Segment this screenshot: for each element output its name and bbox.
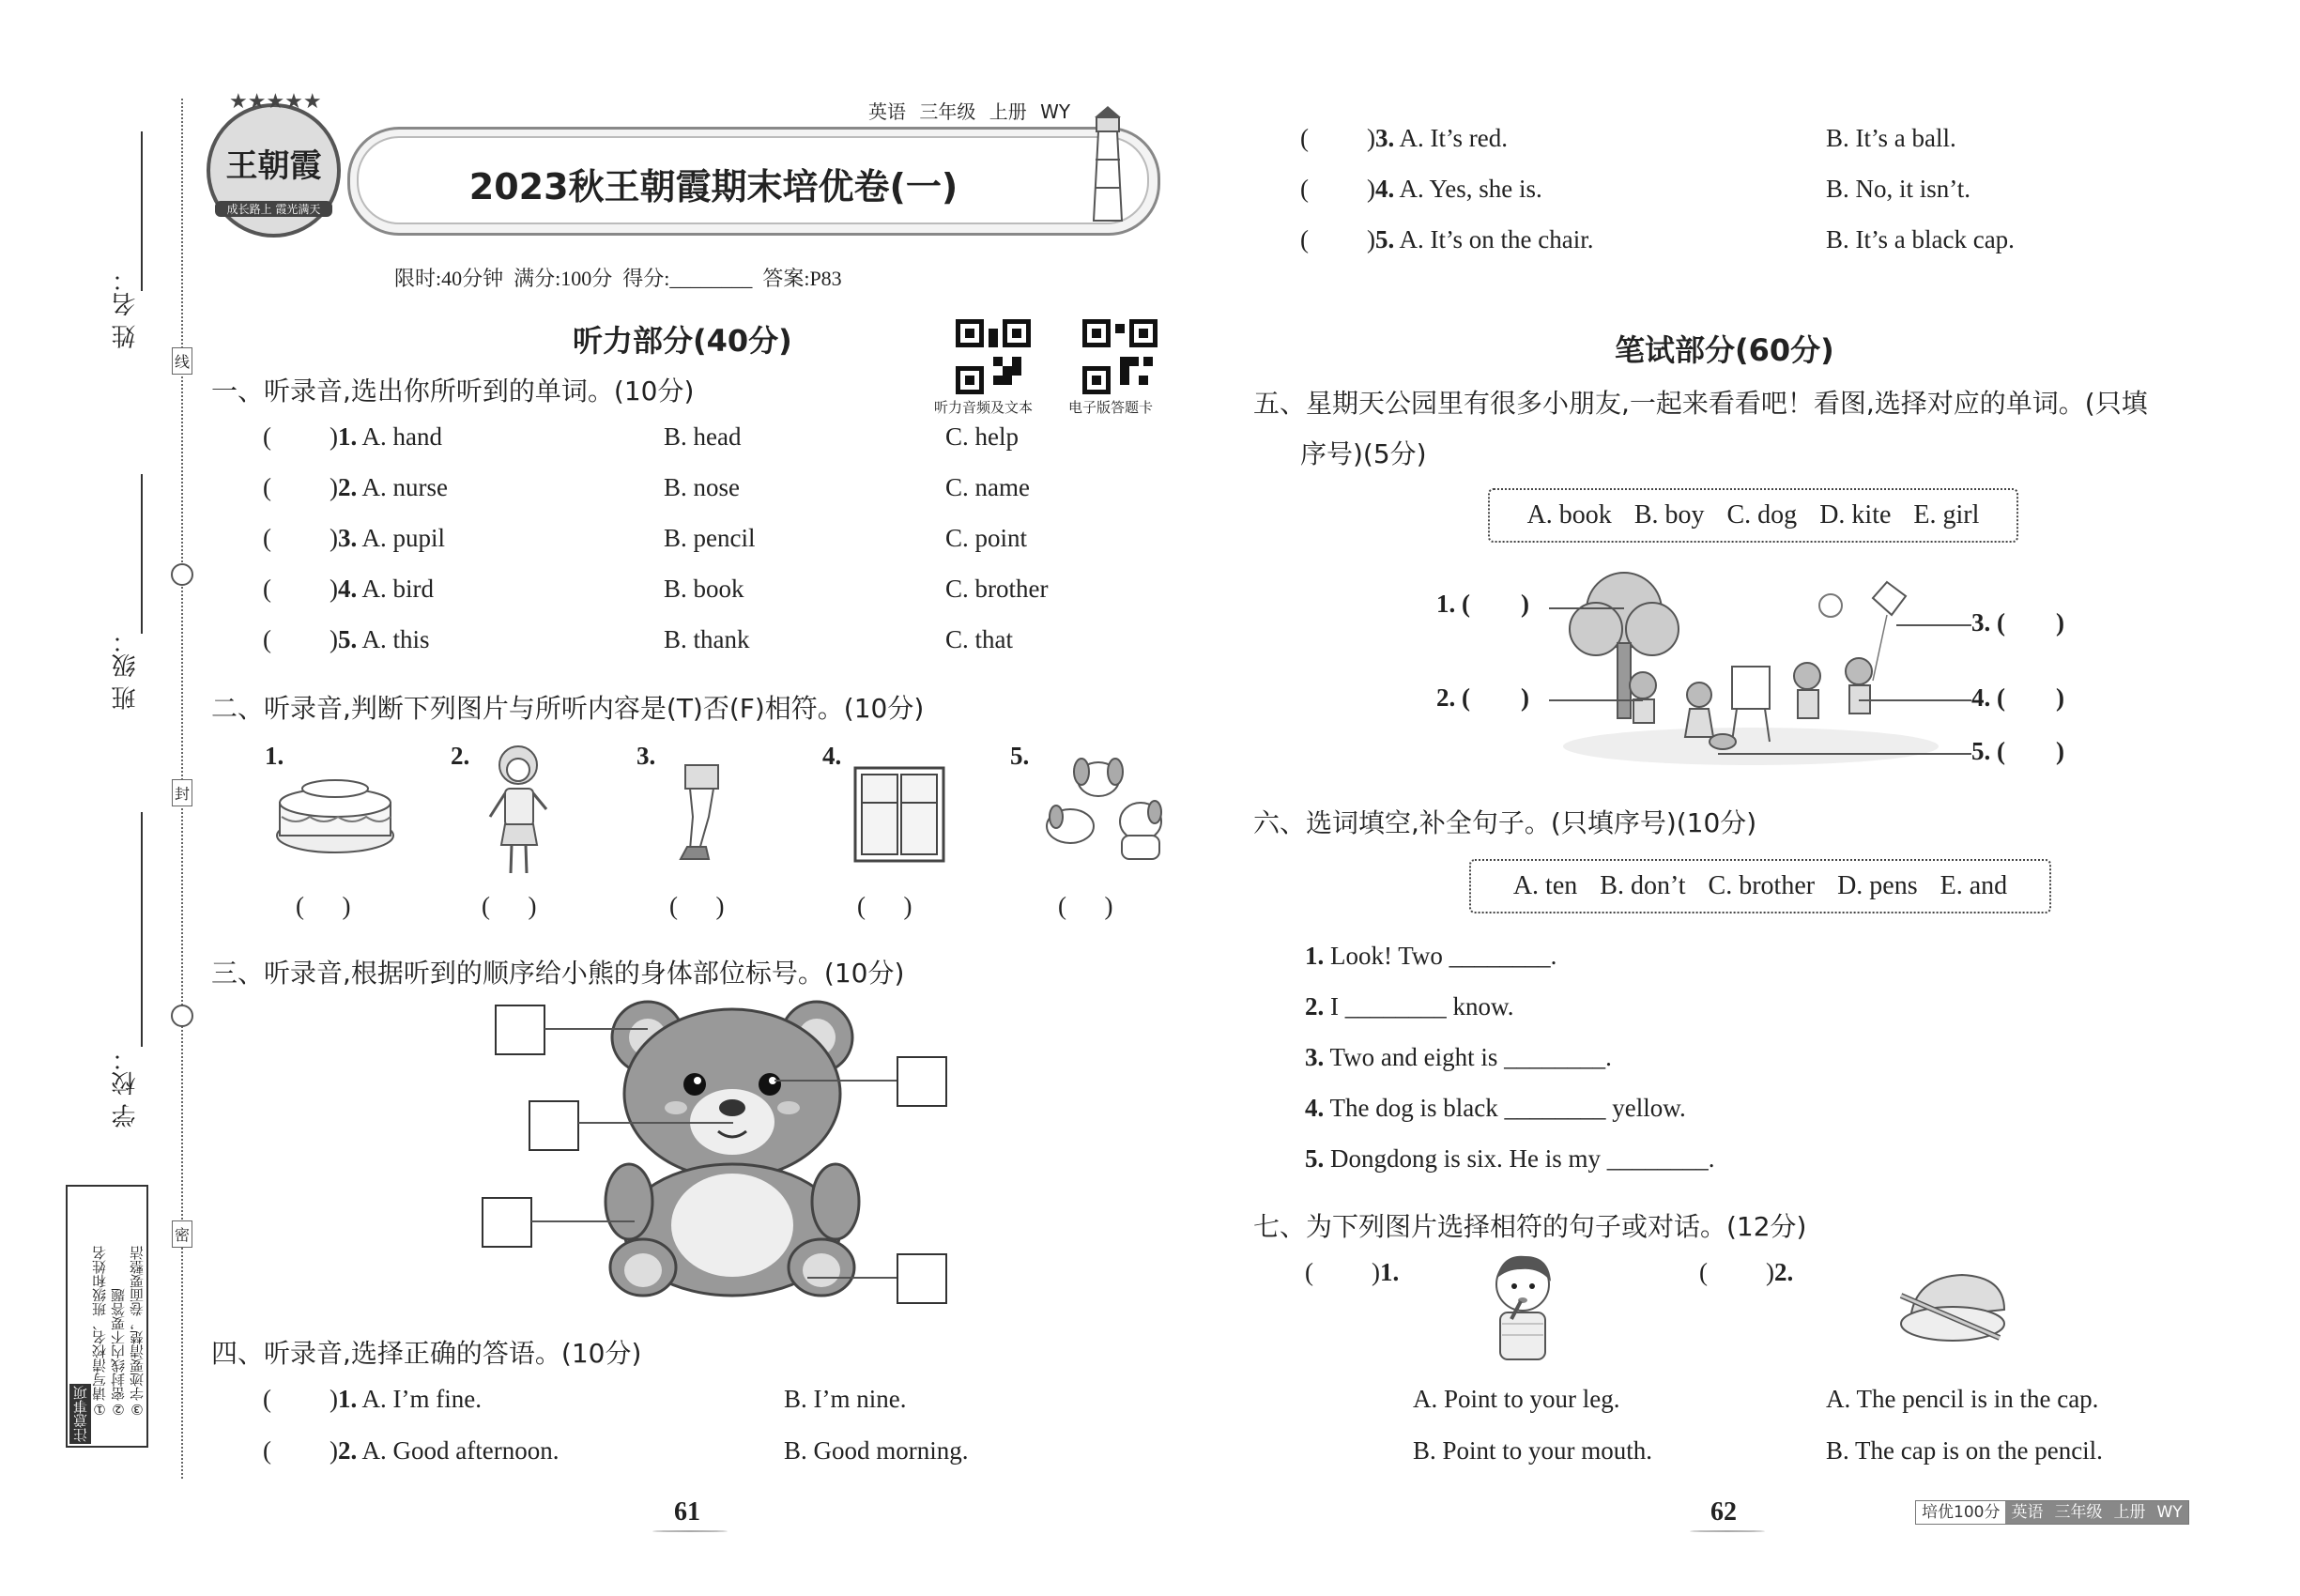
section4-row: ( )5. A. It’s on the chair. xyxy=(1300,225,1594,253)
notes-title: 注意事项 xyxy=(69,1384,91,1444)
section2-heading: 二、听录音,判断下列图片与所听内容是(T)否(F)相符。(10分) xyxy=(211,693,925,724)
option-b: B. Good morning. xyxy=(784,1436,969,1465)
label-line xyxy=(774,1080,897,1082)
question-number: 2. xyxy=(338,1436,358,1465)
word-option: A. book xyxy=(1526,500,1612,529)
option-a: A. Good afternoon. xyxy=(361,1436,560,1465)
option-a: A. pupil xyxy=(361,524,446,552)
qr-audio-label: 听力音频及文本 xyxy=(934,399,1034,416)
answer-blank[interactable]: ( xyxy=(1300,124,1309,152)
option-b: B. pencil xyxy=(664,524,756,552)
picture-number: 4. xyxy=(822,742,842,770)
answer-blank[interactable]: ( ) xyxy=(669,892,725,920)
option-a: A. hand xyxy=(361,422,442,451)
label-box-foot[interactable] xyxy=(897,1253,947,1304)
option-b: B. It’s a ball. xyxy=(1826,124,1956,152)
line-mark: 线 xyxy=(172,347,192,375)
pointer-line xyxy=(1896,624,1971,626)
option-b: B. nose xyxy=(664,473,740,501)
class-label: 班 级： xyxy=(112,629,140,711)
school-line xyxy=(141,812,143,1047)
question-number: 1. xyxy=(338,422,358,451)
question-number: 4. xyxy=(1375,175,1395,203)
section5-heading-cont: 序号)(5分) xyxy=(1300,438,1427,469)
dogs-picture xyxy=(1033,751,1178,864)
page-number-left: 61 xyxy=(674,1497,700,1527)
page-number-right: 62 xyxy=(1710,1497,1737,1527)
option-b: B. book xyxy=(664,575,744,603)
section7-q1: ( )1. xyxy=(1305,1258,1400,1286)
lighthouse-icon xyxy=(1070,103,1145,225)
logo-text: 王朝霞 xyxy=(225,147,322,185)
option-a: A. nurse xyxy=(361,473,448,501)
question-number: 2. xyxy=(1774,1258,1794,1286)
word-option: A. ten xyxy=(1512,871,1578,900)
series-name: 培优100分 xyxy=(1916,1501,2005,1524)
section1-heading: 一、听录音,选出你所听到的单词。(10分) xyxy=(211,376,695,407)
page-ornament xyxy=(1690,1530,1765,1532)
option-c: C. brother xyxy=(945,575,1049,603)
option-a: A. The pencil is in the cap. xyxy=(1826,1385,2099,1413)
name-line xyxy=(141,131,143,291)
option-b: B. thank xyxy=(664,625,750,653)
qr-code-audio[interactable] xyxy=(956,319,1031,394)
answer-blank[interactable]: ( xyxy=(263,524,271,552)
section4-row: ( )1. A. I’m fine. xyxy=(263,1385,482,1413)
picture-number: 3. xyxy=(636,742,656,770)
answer-blank[interactable]: ( ) xyxy=(296,892,351,920)
option-b: B. It’s a black cap. xyxy=(1826,225,2015,253)
option-a: A. I’m fine. xyxy=(361,1385,482,1413)
section4-row: ( )3. A. It’s red. xyxy=(1300,124,1508,152)
notes-item: ②密封线内不要答题 xyxy=(110,1288,127,1418)
pointer-line xyxy=(1859,699,1971,701)
picture-label-right[interactable]: 5. ( ) xyxy=(1971,737,2064,765)
picture-label-right[interactable]: 4. ( ) xyxy=(1971,683,2064,712)
label-box-nose[interactable] xyxy=(529,1100,579,1151)
answer-blank[interactable]: ( xyxy=(1300,175,1309,203)
question-number: 5. xyxy=(1375,225,1395,253)
school-label: 学 校： xyxy=(112,1047,140,1128)
answer-blank[interactable]: ( xyxy=(263,1436,271,1465)
qr-code-answer-card[interactable] xyxy=(1082,319,1158,394)
qr-answer-card-label: 电子版答题卡 xyxy=(1068,399,1154,416)
page-ornament xyxy=(652,1530,728,1532)
question-number: 3. xyxy=(1375,124,1395,152)
option-a: A. It’s red. xyxy=(1399,124,1508,152)
pointer-line xyxy=(1718,753,1971,755)
pointer-line xyxy=(1549,699,1643,701)
section7-q2: ( )2. xyxy=(1699,1258,1794,1286)
sentence-item[interactable]: 1. Look! Two ________. xyxy=(1305,942,1557,970)
option-c: C. help xyxy=(945,422,1019,451)
circle-mark xyxy=(171,563,193,586)
label-box-ear[interactable] xyxy=(495,1005,545,1055)
word-option: D. kite xyxy=(1819,500,1892,529)
answer-blank[interactable]: ( xyxy=(263,1385,271,1413)
word-option: E. girl xyxy=(1913,500,1980,529)
label-box-eye[interactable] xyxy=(897,1056,947,1107)
picture-number: 2. xyxy=(451,742,470,770)
class-line xyxy=(141,474,143,634)
option-b: B. The cap is on the pencil. xyxy=(1826,1436,2103,1465)
pointer-line xyxy=(1549,607,1624,609)
section6-heading: 六、选词填空,补全句子。(只填序号)(10分) xyxy=(1253,807,1757,838)
sentence-item[interactable]: 2. I ________ know. xyxy=(1305,992,1514,1021)
option-c: C. point xyxy=(945,524,1028,552)
circle-mark xyxy=(171,1005,193,1027)
answer-blank[interactable]: ( xyxy=(1699,1258,1708,1286)
section6-word-bank xyxy=(1469,859,2051,913)
question-number: 1. xyxy=(1380,1258,1400,1286)
window-picture xyxy=(852,765,946,864)
section4-row: ( )4. A. Yes, she is. xyxy=(1300,175,1542,203)
option-a: A. bird xyxy=(361,575,435,603)
section1-row: ( )4. A. bird xyxy=(263,575,435,603)
answer-blank[interactable]: ( xyxy=(263,473,271,501)
answer-blank[interactable]: ( ) xyxy=(857,892,912,920)
cake-picture xyxy=(272,770,399,859)
option-c: C. that xyxy=(945,625,1013,653)
option-b: B. I’m nine. xyxy=(784,1385,907,1413)
answer-blank[interactable]: ( ) xyxy=(482,892,537,920)
picture-number: 5. xyxy=(1010,742,1030,770)
exam-title: 2023秋王朝霞期末培优卷(一) xyxy=(468,166,958,207)
section1-row: ( )3. A. pupil xyxy=(263,524,446,552)
question-number: 4. xyxy=(338,575,358,603)
listening-title: 听力部分(40分) xyxy=(573,323,792,359)
name-label: 姓 名： xyxy=(112,268,140,349)
series-grade: 三年级 xyxy=(2048,1501,2108,1524)
logo-stars: ★★★★★ xyxy=(229,90,322,114)
label-box-arm[interactable] xyxy=(482,1197,532,1248)
option-b: B. No, it isn’t. xyxy=(1826,175,1971,203)
option-a: A. Point to your leg. xyxy=(1413,1385,1620,1413)
picture-label-right[interactable]: 3. ( ) xyxy=(1971,608,2064,637)
logo-sub: 成长路上 霞光满天 xyxy=(215,201,332,217)
word-option: D. pens xyxy=(1837,871,1918,900)
cap-and-pencil-picture xyxy=(1896,1267,2018,1352)
picture-number: 1. xyxy=(265,742,284,770)
label-line xyxy=(807,1277,897,1279)
series-edition: WY xyxy=(2151,1501,2187,1524)
series-subject: 英语 xyxy=(2005,1501,2048,1524)
section4-heading: 四、听录音,选择正确的答语。(10分) xyxy=(211,1338,642,1369)
series-volume: 上册 xyxy=(2108,1501,2151,1524)
word-option: B. don’t xyxy=(1600,871,1686,900)
word-option: C. dog xyxy=(1726,500,1798,529)
answer-blank[interactable]: ( xyxy=(263,422,271,451)
exam-meta: 限时:40分钟 满分:100分 得分:________ 答案:P83 xyxy=(394,267,842,290)
section5-word-bank xyxy=(1488,488,2018,543)
section4-row: ( )2. A. Good afternoon. xyxy=(263,1436,560,1465)
sentence-item[interactable]: 3. Two and eight is ________. xyxy=(1305,1043,1612,1071)
sentence-item[interactable]: 5. Dongdong is six. He is my ________. xyxy=(1305,1144,1715,1173)
section3-heading: 三、听录音,根据听到的顺序给小熊的身体部位标号。(10分) xyxy=(211,958,905,989)
section1-row: ( )1. A. hand xyxy=(263,422,442,451)
question-number: 1. xyxy=(338,1385,358,1413)
question-number: 3. xyxy=(338,524,358,552)
section1-row: ( )2. A. nurse xyxy=(263,473,448,501)
word-option: B. boy xyxy=(1633,500,1705,529)
option-a: A. It’s on the chair. xyxy=(1399,225,1594,253)
secret-mark: 密 xyxy=(172,1220,192,1248)
seal-mark: 封 xyxy=(172,779,192,806)
leg-picture xyxy=(667,760,732,864)
answer-blank[interactable]: ( xyxy=(1300,225,1309,253)
option-c: C. name xyxy=(945,473,1030,501)
answer-blank[interactable]: ( xyxy=(1305,1258,1313,1286)
boy-pointing-picture xyxy=(1483,1249,1563,1366)
answer-blank[interactable]: ( ) xyxy=(1058,892,1113,920)
option-b: B. Point to your mouth. xyxy=(1413,1436,1653,1465)
writing-title: 笔试部分(60分) xyxy=(1615,332,1834,368)
label-line xyxy=(531,1220,635,1222)
series-badge xyxy=(1915,1500,2189,1525)
picture-label-left[interactable]: 2. ( ) xyxy=(1436,683,1529,712)
logo xyxy=(207,90,341,238)
option-a: A. this xyxy=(361,625,430,653)
teddy-bear-picture xyxy=(601,1000,864,1300)
option-b: B. head xyxy=(664,422,742,451)
notes-box xyxy=(66,1185,148,1448)
sentence-item[interactable]: 4. The dog is black ________ yellow. xyxy=(1305,1094,1686,1122)
answer-blank[interactable]: ( xyxy=(263,625,271,653)
girl-picture xyxy=(479,742,559,882)
label-line xyxy=(578,1122,733,1124)
notes-item: ③字迹要清楚，卷面要整洁 xyxy=(129,1246,146,1418)
subject-line: 英语 三年级 上册 WY xyxy=(868,100,1071,123)
notes-item: ①请写清校名、班级和姓名 xyxy=(91,1246,108,1418)
question-number: 2. xyxy=(338,473,358,501)
section5-heading: 五、星期天公园里有很多小朋友,一起来看看吧！看图,选择对应的单词。(只填 xyxy=(1253,388,2148,419)
section7-heading: 七、为下列图片选择相符的句子或对话。(12分) xyxy=(1253,1211,1807,1242)
picture-label-left[interactable]: 1. ( ) xyxy=(1436,590,1529,618)
label-line xyxy=(544,1028,648,1030)
option-a: A. Yes, she is. xyxy=(1399,175,1542,203)
question-number: 5. xyxy=(338,625,358,653)
answer-blank[interactable]: ( xyxy=(263,575,271,603)
word-option: C. brother xyxy=(1708,871,1816,900)
word-option: E. and xyxy=(1940,871,2008,900)
park-scene-picture xyxy=(1554,568,1948,770)
section1-row: ( )5. A. this xyxy=(263,625,430,653)
